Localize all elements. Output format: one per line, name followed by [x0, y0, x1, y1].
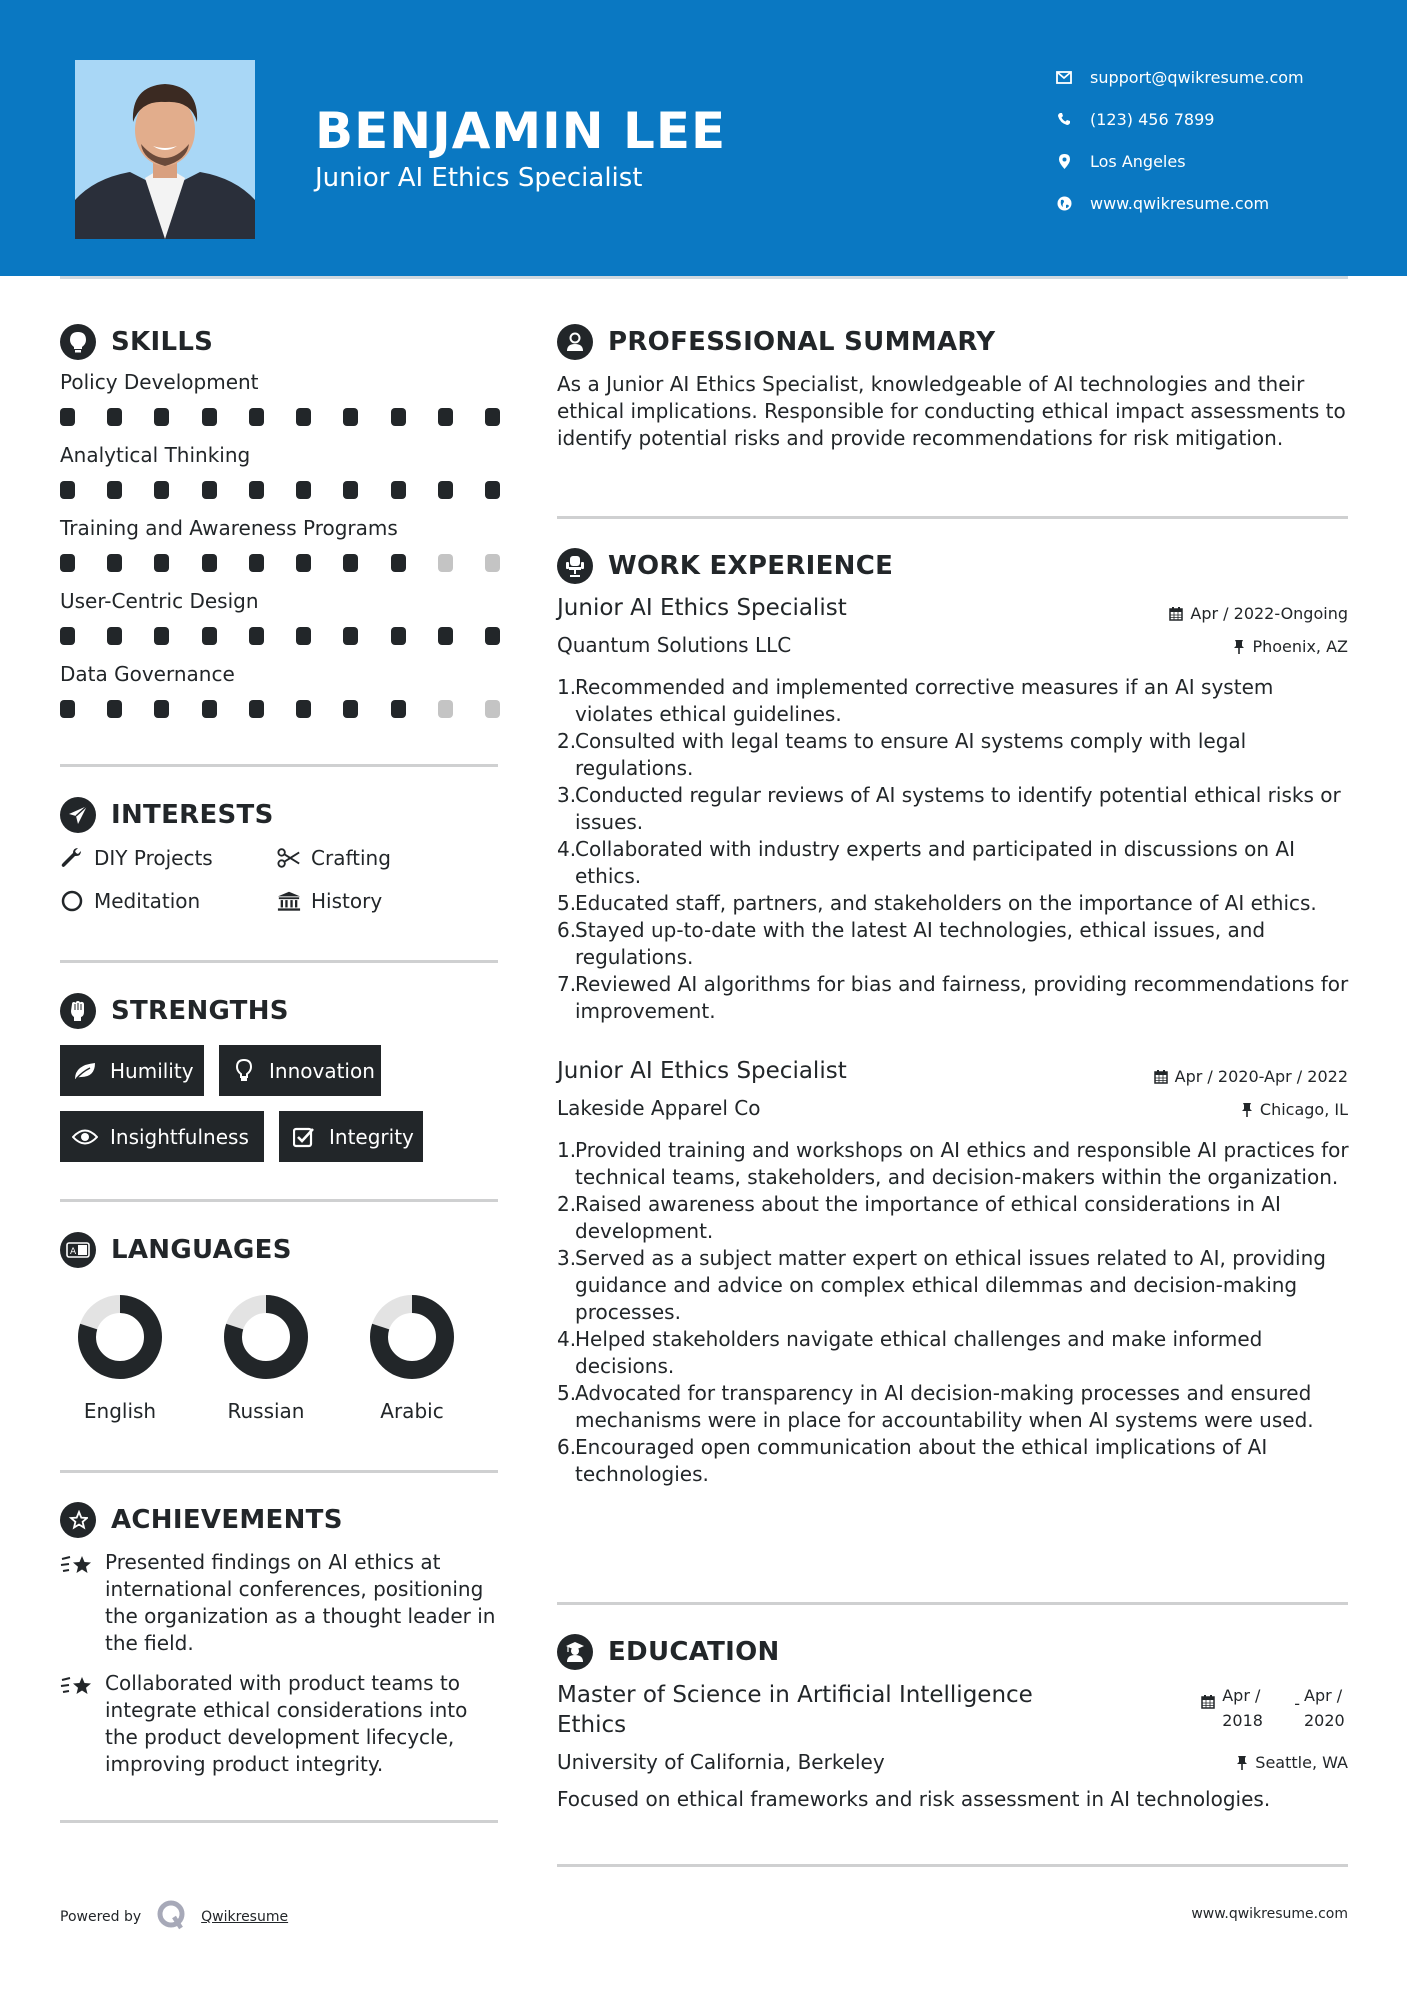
rating-dot [391, 700, 406, 718]
section-divider [60, 1199, 498, 1202]
bullet-text: Raised awareness about the importance of ethical considerations in AI development. [575, 1192, 1281, 1243]
pushpin-icon [1241, 1102, 1253, 1117]
skill-name: Training and Awareness Programs [60, 516, 398, 540]
strength-chip [279, 1111, 423, 1162]
bullet-item: 3.Served as a subject matter expert on ethical issues related to AI, providing guidance and advice on complex ethical dilemmas and decision-making processes. [557, 1246, 1326, 1324]
job-company: Quantum Solutions LLC [557, 633, 792, 657]
rating-dot-empty [438, 700, 453, 718]
languages-heading [60, 1232, 292, 1268]
bullet-item: 5.Educated staff, partners, and stakeholders on the importance of AI ethics. [557, 891, 1317, 915]
job-dates [1154, 1067, 1348, 1086]
summary-heading [557, 324, 995, 360]
scissors-icon [277, 846, 301, 870]
strength-chip [60, 1111, 264, 1162]
section-divider [557, 1864, 1348, 1867]
education-location [1236, 1753, 1348, 1772]
user-icon [557, 324, 593, 360]
education-dates [1201, 1683, 1348, 1733]
education-description: Focused on ethical frameworks and risk assessment in AI technologies. [557, 1787, 1271, 1811]
skill-item [60, 516, 500, 572]
interest-item [277, 846, 391, 870]
end-month: Apr / [1304, 1686, 1343, 1705]
education-end [1304, 1683, 1348, 1733]
rating-dot [438, 627, 453, 645]
section-divider [60, 960, 498, 963]
language-name: Russian [227, 1399, 305, 1423]
rating-dot [202, 627, 217, 645]
rating-dot [107, 408, 122, 426]
rating-dot [249, 408, 264, 426]
office-chair-icon [557, 548, 593, 584]
contact-website-text: www.qwikresume.com [1090, 193, 1270, 213]
job-location-text: Chicago, IL [1259, 1100, 1348, 1119]
resume-header [0, 0, 1407, 276]
header-divider [60, 276, 1348, 279]
pushpin-icon [1236, 1755, 1248, 1770]
skill-rating [60, 700, 500, 718]
summary-title: PROFESSIONAL SUMMARY [608, 327, 996, 357]
rating-dot [438, 481, 453, 499]
bullet-text: Collaborated with industry experts and participated in discussions on AI ethics. [575, 837, 1296, 888]
bullet-item: 4.Helped stakeholders navigate ethical challenges and make informed decisions. [557, 1327, 1263, 1378]
candidate-role: Junior AI Ethics Specialist [315, 163, 643, 193]
paper-plane-icon [60, 797, 96, 833]
rating-dot [107, 481, 122, 499]
start-month: Apr / [1222, 1686, 1261, 1705]
interest-item [60, 846, 213, 870]
strengths-heading [60, 993, 289, 1029]
phone-icon [1055, 110, 1073, 128]
job-dates-text: Apr / 2020-Apr / 2022 [1174, 1067, 1348, 1086]
calendar-icon [1169, 606, 1183, 621]
bullet-text: Educated staff, partners, and stakeholders on the importance of AI ethics. [575, 891, 1317, 915]
language-item [352, 1293, 472, 1423]
contact-website[interactable] [1055, 182, 1304, 224]
rating-dot [485, 481, 500, 499]
achievement-item [60, 1549, 500, 1657]
rating-dot-empty [485, 700, 500, 718]
summary-text: As a Junior AI Ethics Specialist, knowledgeable of AI technologies and their ethical implications. Responsible for conducting ethical impact assessments to identify potential risks and provide recommendations for risk mitigation. [557, 372, 1346, 450]
rating-dot [249, 481, 264, 499]
translate-icon [60, 1232, 96, 1268]
rating-dot [107, 700, 122, 718]
rating-dot [154, 554, 169, 572]
strength-label: Innovation [269, 1058, 375, 1083]
skill-item [60, 443, 500, 499]
skill-rating [60, 554, 500, 572]
contact-location-text: Los Angeles [1090, 151, 1186, 171]
education-start [1222, 1683, 1294, 1733]
bullet-text: Recommended and implemented corrective measures if an AI system violates ethical guidelines. [575, 675, 1274, 726]
leaf-icon [72, 1059, 98, 1083]
rating-dot [343, 408, 358, 426]
rating-dot [343, 554, 358, 572]
pushpin-icon [1233, 639, 1245, 654]
job-location [1233, 637, 1348, 656]
section-divider [60, 1470, 498, 1473]
wrench-icon [60, 846, 84, 870]
interests-title: INTERESTS [111, 800, 274, 830]
language-donut-chart [76, 1293, 164, 1381]
bullet-item: 6.Encouraged open communication about the ethical implications of AI technologies. [557, 1435, 1268, 1486]
bullet-item: 2.Consulted with legal teams to ensure AI systems comply with legal regulations. [557, 729, 1247, 780]
contact-email[interactable] [1055, 56, 1304, 98]
language-name: English [83, 1399, 157, 1423]
school-name: University of California, Berkeley [557, 1750, 885, 1774]
footer-website-link[interactable]: www.qwikresume.com [1191, 1906, 1348, 1922]
education-location-text: Seattle, WA [1255, 1753, 1348, 1772]
section-divider [557, 1602, 1348, 1605]
skill-name: Policy Development [60, 370, 259, 394]
education-heading [557, 1634, 780, 1670]
bullet-item: 7.Reviewed AI algorithms for bias and fairness, providing recommendations for improvement. [557, 972, 1349, 1023]
rating-dot [107, 627, 122, 645]
interest-label: Meditation [94, 889, 201, 913]
skill-rating [60, 481, 500, 499]
bullet-item: 1.Provided training and workshops on AI ethics and responsible AI practices for technical teams, stakeholders, and decision-makers within the organization. [557, 1138, 1349, 1189]
contact-list [1055, 56, 1304, 224]
experience-title: WORK EXPERIENCE [608, 551, 894, 581]
skill-name: Data Governance [60, 662, 235, 686]
degree-title: Master of Science in Artificial Intelligence Ethics [557, 1682, 1033, 1738]
bullet-item: 2.Raised awareness about the importance of ethical considerations in AI development. [557, 1192, 1281, 1243]
rating-dot [391, 554, 406, 572]
job-dates-text: Apr / 2022-Ongoing [1190, 604, 1348, 623]
rating-dot [107, 554, 122, 572]
strengths-title: STRENGTHS [111, 996, 289, 1026]
bullet-text: Served as a subject matter expert on ethical issues related to AI, providing guidance and advice on complex ethical dilemmas and decision-making processes. [575, 1246, 1326, 1324]
contact-location [1055, 140, 1304, 182]
rating-dot [485, 408, 500, 426]
bullet-text: Consulted with legal teams to ensure AI systems comply with legal regulations. [575, 729, 1247, 780]
job-company: Lakeside Apparel Co [557, 1096, 761, 1120]
job-bullets [557, 674, 1353, 1025]
rating-dot [60, 554, 75, 572]
achievements-heading [60, 1502, 343, 1538]
shooting-star-icon [60, 1670, 96, 1778]
skill-name: Analytical Thinking [60, 443, 251, 467]
skills-title: SKILLS [111, 327, 214, 357]
rating-dot-empty [485, 554, 500, 572]
bullet-text: Encouraged open communication about the ethical implications of AI technologies. [575, 1435, 1268, 1486]
rating-dot [296, 408, 311, 426]
checkbox-icon [291, 1125, 317, 1149]
skill-name: User-Centric Design [60, 589, 259, 613]
shooting-star-icon [60, 1549, 96, 1657]
rating-dot [438, 408, 453, 426]
start-year: 2018 [1222, 1711, 1263, 1730]
skill-rating [60, 408, 500, 426]
rating-dot [249, 554, 264, 572]
language-name: Arabic [380, 1399, 444, 1423]
rating-dot [296, 700, 311, 718]
skill-item [60, 589, 500, 645]
interest-item [277, 889, 382, 913]
star-badge-icon [60, 1502, 96, 1538]
bullet-text: Conducted regular reviews of AI systems to identify potential ethical risks or issues. [575, 783, 1341, 834]
circle-icon [60, 889, 84, 913]
rating-dot [202, 408, 217, 426]
job-title: Junior AI Ethics Specialist [557, 595, 847, 621]
rating-dot [202, 481, 217, 499]
rating-dot [391, 627, 406, 645]
eye-icon [72, 1125, 98, 1149]
bullet-item: 6.Stayed up-to-date with the latest AI technologies, ethical issues, and regulations. [557, 918, 1266, 969]
lightbulb-icon [60, 324, 96, 360]
rating-dot [154, 700, 169, 718]
language-item [60, 1293, 180, 1423]
job-bullets [557, 1137, 1353, 1488]
envelope-icon [1055, 68, 1073, 86]
contact-phone[interactable] [1055, 98, 1304, 140]
svg-text:A: A [70, 1247, 77, 1257]
bullet-text: Advocated for transparency in AI decision-making processes and ensured mechanisms were in place for accountability when AI systems were used. [575, 1381, 1314, 1432]
map-marker-icon [1055, 152, 1073, 170]
graduate-icon [557, 1634, 593, 1670]
rating-dot [60, 627, 75, 645]
bullet-text: Provided training and workshops on AI ethics and responsible AI practices for technical teams, stakeholders, and decision-makers within the organization. [575, 1138, 1349, 1189]
rating-dot [296, 627, 311, 645]
language-donut-chart [368, 1293, 456, 1381]
interests-heading [60, 797, 274, 833]
achievement-text: Collaborated with product teams to integrate ethical considerations into the product development lifecycle, improving product integrity. [105, 1671, 468, 1776]
skill-item [60, 370, 500, 426]
rating-dot [343, 700, 358, 718]
rating-dot [60, 700, 75, 718]
rating-dot [296, 481, 311, 499]
interest-label: History [311, 889, 383, 913]
rating-dot [202, 554, 217, 572]
bullet-item: 1.Recommended and implemented corrective measures if an AI system violates ethical guidelines. [557, 675, 1274, 726]
rating-dot [154, 408, 169, 426]
rating-dot [154, 481, 169, 499]
calendar-icon [1201, 1694, 1215, 1709]
language-donut-chart [222, 1293, 310, 1381]
contact-phone-text: (123) 456 7899 [1090, 109, 1215, 129]
rating-dot [60, 408, 75, 426]
achievement-text: Presented findings on AI ethics at international conferences, positioning the organization as a thought leader in the field. [105, 1550, 496, 1655]
section-divider [557, 516, 1348, 519]
rating-dot [296, 554, 311, 572]
strength-label: Integrity [329, 1124, 414, 1149]
bullet-item: 3.Conducted regular reviews of AI systems to identify potential ethical risks or issues. [557, 783, 1341, 834]
skills-heading [60, 324, 213, 360]
lightbulb-icon [231, 1059, 257, 1083]
powered-by-text: Powered by [60, 1909, 142, 1925]
qwikresume-link[interactable]: Qwikresume [201, 1909, 289, 1925]
profile-photo [75, 60, 255, 239]
section-divider [60, 1820, 498, 1823]
education-title: EDUCATION [608, 1637, 780, 1667]
skill-rating [60, 627, 500, 645]
strength-chip [60, 1045, 204, 1096]
rating-dot [202, 700, 217, 718]
rating-dot [391, 481, 406, 499]
contact-email-text: support@qwikresume.com [1090, 67, 1304, 87]
achievements-title: ACHIEVEMENTS [111, 1505, 343, 1535]
rating-dot [343, 481, 358, 499]
bullet-text: Stayed up-to-date with the latest AI technologies, ethical issues, and regulations. [575, 918, 1266, 969]
rating-dot-empty [438, 554, 453, 572]
languages-title: LANGUAGES [111, 1235, 292, 1265]
section-divider [60, 764, 498, 767]
strength-label: Insightfulness [110, 1124, 249, 1149]
rating-dot [343, 627, 358, 645]
date-separator: - [1294, 1694, 1300, 1713]
bank-icon [277, 889, 301, 913]
skill-item [60, 662, 500, 718]
bullet-item: 5.Advocated for transparency in AI decision-making processes and ensured mechanisms were in place for accountability when AI systems were used. [557, 1381, 1314, 1432]
end-year: 2020 [1304, 1711, 1345, 1730]
rating-dot [154, 627, 169, 645]
calendar-icon [1154, 1069, 1168, 1084]
experience-heading [557, 548, 893, 584]
bullet-item: 4.Collaborated with industry experts and participated in discussions on AI ethics. [557, 837, 1296, 888]
fist-icon [60, 993, 96, 1029]
achievement-item [60, 1670, 500, 1778]
interest-item [60, 889, 200, 913]
rating-dot [249, 700, 264, 718]
job-location [1241, 1100, 1348, 1119]
bullet-text: Reviewed AI algorithms for bias and fairness, providing recommendations for improvement. [575, 972, 1349, 1023]
strength-label: Humility [110, 1058, 194, 1083]
strength-chip [219, 1045, 381, 1096]
rating-dot [60, 481, 75, 499]
rating-dot [391, 408, 406, 426]
globe-icon [1055, 194, 1073, 212]
candidate-name: BENJAMIN LEE [315, 102, 727, 160]
interest-label: Crafting [311, 846, 391, 870]
interest-label: DIY Projects [94, 846, 213, 870]
job-dates [1169, 604, 1348, 623]
bullet-text: Helped stakeholders navigate ethical challenges and make informed decisions. [575, 1327, 1263, 1378]
language-item [206, 1293, 326, 1423]
qwikresume-logo-icon [157, 1900, 187, 1934]
footer-powered-by [60, 1900, 288, 1934]
job-title: Junior AI Ethics Specialist [557, 1058, 847, 1084]
rating-dot [249, 627, 264, 645]
job-location-text: Phoenix, AZ [1252, 637, 1348, 656]
rating-dot [485, 627, 500, 645]
